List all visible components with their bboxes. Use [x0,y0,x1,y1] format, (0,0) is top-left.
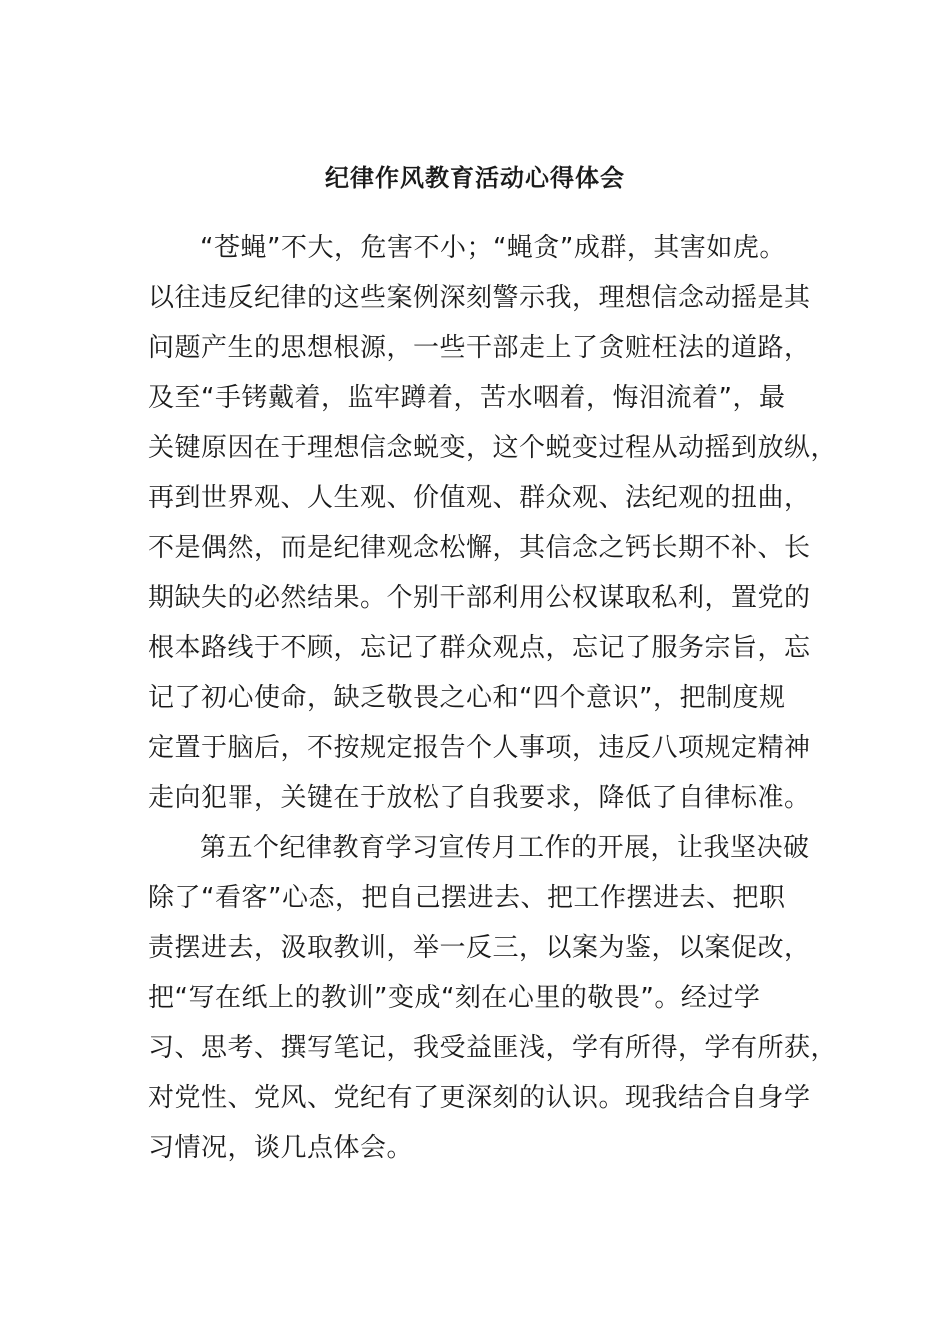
paragraph-2-line-3: 责摆进去，汲取教训，举一反三，以案为鉴，以案促改， [148,933,811,963]
paragraph-2-line-6: 对党性、党风、党纪有了更深刻的认识。现我结合自身学 [148,1083,811,1113]
paragraph-2-line-5: 习、思考、撰写笔记，我受益匪浅，学有所得，学有所获， [148,1033,838,1063]
paragraph-1-line-8: 期缺失的必然结果。个别干部利用公权谋取私利，置党的 [148,583,811,613]
paragraph-2-line-2: 除了“看客”心态，把自己摆进去、把工作摆进去、把职 [148,883,786,913]
paragraph-1-line-2: 以往违反纪律的这些案例深刻警示我，理想信念动摇是其 [148,283,811,313]
paragraph-2-line-1: 第五个纪律教育学习宣传月工作的开展，让我坚决破 [200,833,810,863]
paragraph-1-line-7: 不是偶然，而是纪律观念松懈，其信念之钙长期不补、长 [148,533,811,563]
paragraph-1-line-1: “苍蝇”不大，危害不小；“蝇贪”成群，其害如虎。 [200,233,786,263]
paragraph-2-line-7: 习情况，谈几点体会。 [148,1133,414,1163]
paragraph-1-line-10: 记了初心使命，缺乏敬畏之心和“四个意识”，把制度规 [148,683,786,713]
paragraph-1-line-3: 问题产生的思想根源，一些干部走上了贪赃枉法的道路， [148,333,811,363]
document-title: 纪律作风教育活动心得体会 [325,164,625,192]
paragraph-1-line-12: 走向犯罪，关键在于放松了自我要求，降低了自律标准。 [148,783,811,813]
paragraph-1-line-6: 再到世界观、人生观、价值观、群众观、法纪观的扭曲， [148,483,811,513]
paragraph-1-line-5: 关键原因在于理想信念蜕变，这个蜕变过程从动摇到放纵， [148,433,838,463]
paragraph-1-line-9: 根本路线于不顾，忘记了群众观点，忘记了服务宗旨，忘 [148,633,811,663]
paragraph-1-line-4: 及至“手铐戴着，监牢蹲着，苦水咽着，悔泪流着”，最 [148,383,786,413]
paragraph-2-line-4: 把“写在纸上的教训”变成“刻在心里的敬畏”。经过学 [148,983,761,1013]
paragraph-1-line-11: 定置于脑后，不按规定报告个人事项，违反八项规定精神 [148,733,811,763]
